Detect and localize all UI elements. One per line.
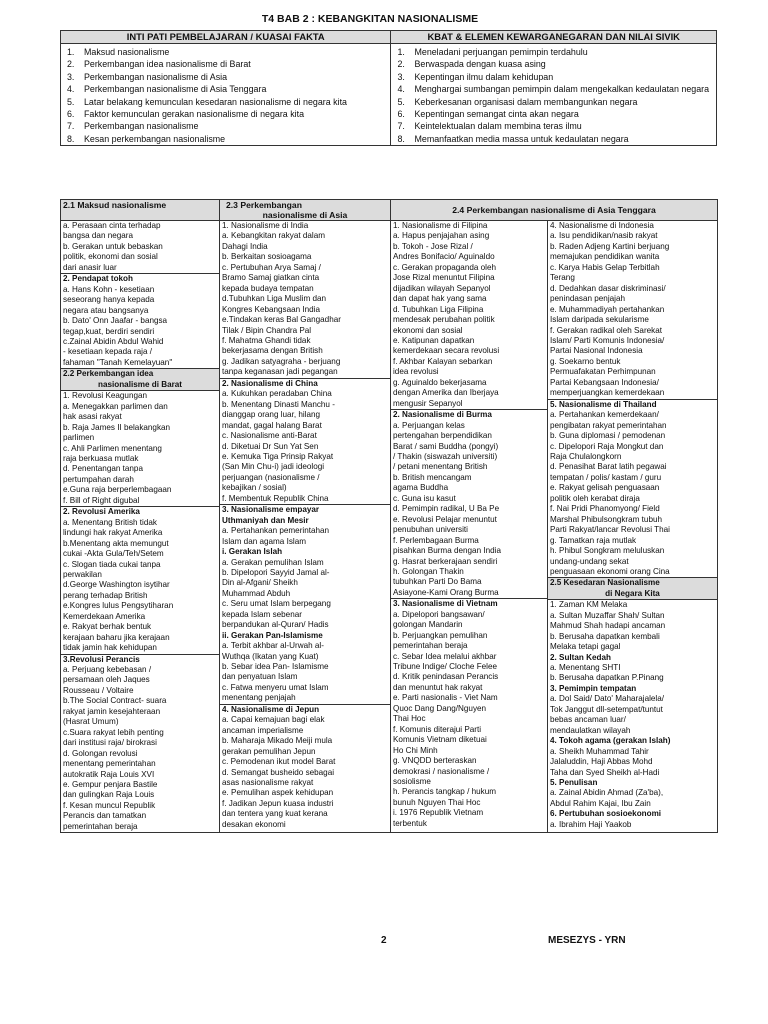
- note-line: memperjuangkan kemerdekaan: [550, 388, 665, 398]
- list-item: [397, 58, 712, 70]
- note-line: menentang pemerintahan: [63, 759, 156, 769]
- note-line: - kesetiaan kepada raja /: [63, 347, 152, 357]
- note-line: demokrasi / nasionalisme /: [393, 766, 490, 776]
- note-line: Wuthqa (Ikatan yang Kuat): [222, 651, 319, 661]
- note-line: Quoc Dang Dang/Nguyen: [393, 703, 487, 713]
- note-line: d. Tubuhkan Liga Filipina: [393, 304, 484, 314]
- note-line: e.Tindakan keras Bal Gangadhar: [222, 315, 341, 325]
- item-number: 6.: [67, 109, 75, 120]
- note-line: (San Min Chu-i) jadi ideologi: [222, 462, 325, 472]
- note-line: Abdul Rahim Kajai, Ibu Zain: [550, 798, 651, 808]
- item-text: Perkembangan idea nasionalisme di Barat: [84, 59, 251, 70]
- note-line: Barat / sami Buddha (pongyi): [393, 441, 499, 451]
- section-heading: 5. Nasionalisme di Thailand: [548, 399, 717, 410]
- note-line: a. Dol Said/ Dato' Maharajalela/: [550, 694, 665, 704]
- note-line: parlimen: [63, 433, 95, 443]
- note-line: f. Membentuk Republik China: [222, 493, 329, 503]
- note-line: dari anasir luar: [63, 262, 117, 272]
- sub-heading: Uthmaniyah dan Mesir: [222, 515, 309, 525]
- note-line: a. Hans Kohn - kesetiaan: [63, 284, 155, 294]
- page-number: 2: [381, 935, 387, 946]
- note-line: Partai Kebangsaan Indonesia/: [550, 377, 659, 387]
- list-item: [67, 133, 386, 145]
- note-line: terbentuk: [393, 818, 427, 828]
- note-line: autokratik Raja Louis XVI: [63, 769, 155, 779]
- note-line: politik, ekonomi dan sosial: [63, 252, 158, 262]
- section-heading: 2. Revolusi Amerika: [61, 506, 219, 517]
- item-number: 2.: [67, 59, 75, 70]
- note-line: h. Phibul Songkram meluluskan: [550, 546, 665, 556]
- note-line: tidak jamin hak kehidupan: [63, 643, 157, 653]
- item-number: 8.: [397, 133, 405, 144]
- note-line: g. Tamatkan raja mutlak: [550, 535, 637, 545]
- note-line: asas nasionalisme rakyat: [222, 778, 314, 788]
- note-line: seseorang hanya kepada: [63, 295, 155, 305]
- note-line: bunuh Nguyen Thai Hoc: [393, 797, 481, 807]
- note-line: b. Tokoh - Jose Rizal /: [393, 241, 473, 251]
- note-line: kepada Islam sebenar: [222, 609, 302, 619]
- note-line: a. Kebangkitan rakyat dalam: [222, 231, 325, 241]
- note-line: agama Buddha: [393, 483, 449, 493]
- note-line: dianggap orang luar, hilang: [222, 410, 321, 420]
- note-line: b. Guna diplomasi / pemodenan: [550, 431, 666, 441]
- note-line: e.Guna raja berperlembagaan: [63, 485, 172, 495]
- note-line: b.Menentang akta memungut: [63, 538, 169, 548]
- note-line: a. Perjuang kebebasan /: [63, 665, 152, 675]
- note-line: dan tentera yang kuat kerana: [222, 809, 328, 819]
- note-line: pemerintahan beraja: [393, 641, 468, 651]
- note-line: a. Menentang SHTI: [550, 663, 621, 673]
- list-item: [67, 46, 386, 58]
- sub-heading: ii. Gerakan Pan-Islamisme: [222, 630, 323, 640]
- note-line: penindasan penjajah: [550, 294, 625, 304]
- section-heading: 3. Nasionalisme empayar: [220, 504, 390, 515]
- note-line: kemerdekaan secara revolusi: [393, 346, 500, 356]
- item-text: Kepentingan semangat cinta akan negara: [414, 109, 579, 120]
- note-line: Tribune Indige/ Cloche Felee: [393, 662, 498, 672]
- note-line: g. Soekarno bentuk: [550, 356, 621, 366]
- list-item: [67, 108, 386, 120]
- note-line: a. Pertahankan pemerintahan: [222, 526, 330, 536]
- item-text: Kepentingan ilmu dalam kehidupan: [414, 71, 554, 82]
- author-footer: MESEZYS - YRN: [548, 935, 626, 946]
- note-line: a. Menentang British tidak: [63, 517, 157, 527]
- note-line: tubuhkan Parti Do Bama: [393, 577, 482, 587]
- note-line: Bramo Samaj giatkan cinta: [222, 273, 320, 283]
- note-line: e. Gempur penjara Bastile: [63, 780, 158, 790]
- note-line: (Hasrat Umum): [63, 717, 119, 727]
- section-2-1-header: 2.1 Maksud nasionalisme: [61, 200, 220, 221]
- note-line: c.Zainal Abidin Abdul Wahid: [63, 336, 164, 346]
- note-line: b. Berkaitan sosioagama: [222, 252, 312, 262]
- note-line: mandat, gagal halang Barat: [222, 420, 322, 430]
- note-line: b. Dipelopori Sayyid Jamal al-: [222, 567, 330, 577]
- section-heading: 2. Nasionalisme di China: [220, 378, 390, 389]
- note-line: f. Gerakan radikal oleh Sarekat: [550, 325, 663, 335]
- item-number: 5.: [397, 96, 405, 107]
- item-number: 3.: [397, 71, 405, 82]
- note-line: a. Perasaan cinta terhadap: [63, 221, 161, 230]
- subtopic-header: 2.5 Kesedaran Nasionalisme: [548, 577, 717, 588]
- note-line: ancaman imperialisme: [222, 725, 304, 735]
- note-line: a. Isu pendidikan/nasib rakyat: [550, 231, 658, 241]
- note-line: Ho Chi Minh: [393, 745, 438, 755]
- note-line: raja berkuasa mutlak: [63, 453, 139, 463]
- list-item: [67, 120, 386, 132]
- note-line: d.George Washington isytihar: [63, 580, 170, 590]
- item-text: Kesan perkembangan nasionalisme: [84, 133, 226, 144]
- section-2-3-header: [220, 200, 391, 221]
- note-line: d. Golongan revolusi: [63, 748, 138, 758]
- note-line: b. Berusaha dapatkan P.Pinang: [550, 673, 664, 683]
- note-line: dan gulingkan Raja Louis: [63, 790, 155, 800]
- note-line: b.The Social Contract- suara: [63, 696, 167, 706]
- note-line: f. Bill of Right digubal: [63, 495, 140, 505]
- note-line: pisahkan Burma dengan India: [393, 546, 501, 556]
- note-line: c. Sebar Idea melalui akhbar: [393, 651, 497, 661]
- note-line: c. Nasionalisme anti-Barat: [222, 431, 317, 441]
- note-line: f. Nai Pridi Phanomyong/ Field: [550, 504, 660, 514]
- note-line: 1. Zaman KM Melaka: [550, 600, 628, 610]
- section-2-3-header-line1: 2.3 Perkembangan: [226, 200, 302, 210]
- item-text: Latar belakang kemunculan kesedaran nasionalisme di negara kita: [84, 96, 347, 107]
- note-line: cukai -Akta Gula/Teh/Setem: [63, 549, 164, 559]
- section-heading: 2. Pendapat tokoh: [61, 273, 219, 284]
- note-line: Marshal Phibulsongkram tubuh: [550, 514, 663, 524]
- column-4: [548, 221, 718, 833]
- learning-essence-header: INTI PATI PEMBELAJARAN / KUASAI FAKTA: [61, 31, 391, 44]
- civic-values-header: KBAT & ELEMEN KEWARGANEGARAN DAN NILAI SIVIK: [391, 31, 717, 44]
- note-line: Raja Chulalongkorn: [550, 451, 622, 461]
- note-line: tanpa keganasan jadi pegangan: [222, 367, 338, 377]
- section-2-4-header: 2.4 Perkembangan nasionalisme di Asia Tenggara: [391, 200, 718, 221]
- note-line: c. Karya Habis Gelap Terbitlah: [550, 262, 660, 272]
- note-line: c. Fatwa menyeru umat Islam: [222, 682, 329, 692]
- note-line: perwakilan: [63, 569, 102, 579]
- note-line: mendesak perubahan politik: [393, 315, 495, 325]
- note-line: berpandukan al-Quran/ Hadis: [222, 620, 329, 630]
- note-line: e. Pemulihan aspek kehidupan: [222, 788, 334, 798]
- item-text: Perkembangan nasionalisme di Asia Tenggara: [84, 84, 267, 95]
- note-line: Thai Hoc: [393, 714, 426, 724]
- list-item: [397, 71, 712, 83]
- note-line: h. Perancis tangkap / hukum: [393, 787, 496, 797]
- note-line: kepada budaya tempatan: [222, 283, 314, 293]
- item-number: 7.: [67, 121, 75, 132]
- note-line: i. 1976 Republik Vietnam: [393, 808, 484, 818]
- note-line: 1. Revolusi Keagungan: [63, 391, 148, 401]
- note-line: d. Diketuai Dr Sun Yat Sen: [222, 441, 319, 451]
- note-line: bekerjasama dengan British: [222, 346, 323, 356]
- note-line: e.Kongres lulus Pengsytiharan: [63, 601, 174, 611]
- note-line: e. Rakyat gelisah penguasaan: [550, 483, 660, 493]
- note-line: Parti Rakyat/lancar Revolusi Thai: [550, 525, 670, 535]
- note-line: b. Perjuangkan pemulihan: [393, 630, 488, 640]
- item-text: Maksud nasionalisme: [84, 47, 170, 57]
- note-line: Partai Nasional Indonesia: [550, 346, 643, 356]
- note-line: Komunis Vietnam diketuai: [393, 735, 487, 745]
- sub-heading: i. Gerakan Islah: [222, 547, 283, 557]
- note-line: Asiayone-Kami Orang Burma: [393, 587, 499, 597]
- note-line: Kemerdekaan Amerika: [63, 611, 146, 621]
- note-line: b. Sebar idea Pan- Islamisme: [222, 662, 329, 672]
- list-item: [397, 83, 712, 95]
- note-line: penubuhan universiti: [393, 525, 468, 535]
- note-line: d. Penasihat Barat latih pegawai: [550, 462, 667, 472]
- note-line: rakyat jamin kesejahteraan: [63, 706, 161, 716]
- item-number: 4.: [397, 84, 405, 95]
- note-line: bebas ancaman luar/: [550, 715, 626, 725]
- note-line: Rousseau / Voltaire: [63, 685, 134, 695]
- page-title: T4 BAB 2 : KEBANGKITAN NASIONALISME: [261, 13, 479, 25]
- note-line: negara atau bangsanya: [63, 305, 149, 315]
- item-number: 7.: [397, 121, 405, 132]
- note-line: Taha dan Syed Sheikh al-Hadi: [550, 767, 660, 777]
- note-line: kebajikan / sosial): [222, 483, 287, 493]
- note-line: f. Kesan muncul Republik: [63, 800, 156, 810]
- note-line: b. Menentang Dinasti Manchu -: [222, 399, 335, 409]
- note-line: a. Sheikh Muhammad Tahir: [550, 746, 649, 756]
- note-line: dan penyatuan Islam: [222, 672, 298, 682]
- learning-essence-list: [61, 44, 391, 146]
- note-line: politik oleh kerabat diraja: [550, 493, 640, 503]
- note-line: sosiolisme: [393, 777, 431, 787]
- note-line: Muhammad Abduh: [222, 588, 291, 598]
- note-line: persamaan oleh Jaques: [63, 675, 150, 685]
- note-line: Permuafakatan Perhimpunan: [550, 367, 656, 377]
- note-line: c. Pemodenan ikut model Barat: [222, 757, 336, 767]
- note-line: Kongres Kebangsaan India: [222, 304, 321, 314]
- note-line: c.Suara rakyat lebih penting: [63, 727, 164, 737]
- list-item: [397, 96, 712, 108]
- note-line: dari institusi raja/ birokrasi: [63, 738, 157, 748]
- note-line: a. Gerakan pemulihan Islam: [222, 557, 324, 567]
- note-line: b. Gerakan untuk bebaskan: [63, 241, 163, 251]
- note-line: a. Menegakkan parlimen dan: [63, 401, 168, 411]
- item-number: 3.: [67, 71, 75, 82]
- note-line: mendaulatkan wilayah: [550, 725, 631, 735]
- item-number: 1.: [397, 47, 405, 57]
- subtopic-header: di Negara Kita: [548, 589, 717, 600]
- note-line: c. Pertubuhan Arya Samaj /: [222, 262, 321, 272]
- item-text: Menghargai sumbangan pemimpin dalam mengekalkan kedaulatan negara: [414, 84, 710, 95]
- item-text: Faktor kemunculan gerakan nasionalisme di negara kita: [84, 109, 305, 120]
- note-line: 4. Nasionalisme di Indonesia: [550, 221, 654, 230]
- item-number: 5.: [67, 96, 75, 107]
- note-line: e. Muhammadiyah pertahankan: [550, 304, 665, 314]
- note-line: bangsa dan negara: [63, 231, 134, 241]
- note-line: hak asasi rakyat: [63, 412, 122, 422]
- note-line: Terang: [550, 273, 575, 283]
- section-heading: 4. Nasionalisme di Jepun: [220, 704, 390, 715]
- note-line: b. Maharaja Mikado Meiji mula: [222, 736, 333, 746]
- list-item: [397, 133, 712, 145]
- item-text: Perkembangan nasionalisme di Asia: [84, 71, 228, 82]
- note-line: e. Parti nasionalis - Viet Nam: [393, 693, 498, 703]
- list-item: [397, 120, 712, 132]
- note-line: c. Gerakan propaganda oleh: [393, 262, 496, 272]
- note-line: f. Akhbar Kalayan sebarkan: [393, 356, 493, 366]
- subtopic-header: 2.2 Perkembangan idea: [61, 368, 219, 379]
- item-number: 4.: [67, 84, 75, 95]
- sub-heading: 2. Sultan Kedah: [550, 652, 611, 662]
- note-line: kerajaan baharu jika kerajaan: [63, 632, 170, 642]
- section-2-3-header-line2: nasionalisme di Asia: [262, 210, 348, 220]
- item-text: Memanfaatkan media massa untuk kedaulatan negara: [414, 133, 629, 144]
- civic-values-list: [391, 44, 717, 146]
- note-line: f. Jadikan Jepun kuasa industri: [222, 798, 334, 808]
- note-line: mengusir Sepanyol: [393, 398, 463, 408]
- note-line: Jose Rizal menuntut Filipina: [393, 273, 495, 283]
- note-line: c. Ahli Parlimen menentang: [63, 443, 162, 453]
- sub-heading: 3. Pemimpin tempatan: [550, 683, 637, 693]
- note-line: dan dapat hak yang sama: [393, 294, 487, 304]
- list-item: [67, 71, 386, 83]
- note-line: dengan Amerika dan Iberjaya: [393, 388, 499, 398]
- note-line: Jalaluddin, Haji Abbas Mohd: [550, 757, 653, 767]
- notes-table: [60, 199, 718, 833]
- note-line: Tok Janggut dll-setempat/tuntut: [550, 704, 663, 714]
- list-item: [397, 108, 712, 120]
- note-line: b. Berusaha dapatkan kembali: [550, 631, 660, 641]
- note-line: d. Semangat busheido sebagai: [222, 767, 335, 777]
- note-line: Islam daripada sekularisme: [550, 315, 649, 325]
- list-item: [67, 58, 386, 70]
- note-line: fahaman "Tanah Kemelayuan": [63, 357, 173, 367]
- note-line: pertumpahan darah: [63, 474, 134, 484]
- note-line: d.Tubuhkan Liga Muslim dan: [222, 294, 327, 304]
- note-line: a. Pertahankan kemerdekaan/: [550, 410, 659, 420]
- note-line: Andres Bonifacio/ Aguinaldo: [393, 252, 495, 262]
- note-line: e. Katipunan dapatkan: [393, 335, 475, 345]
- note-line: f. Mahatma Ghandi tidak: [222, 335, 311, 345]
- note-line: g. Jadikan satyagraha - berjuang: [222, 356, 341, 366]
- section-heading: 3. Nasionalisme di Vietnam: [391, 598, 547, 609]
- section-heading: 3.Revolusi Perancis: [61, 654, 219, 665]
- note-line: 1. Nasionalisme di Filipina: [393, 221, 488, 230]
- list-item: [397, 46, 712, 58]
- note-line: d. Kritik penindasan Perancis: [393, 672, 499, 682]
- item-text: Berwaspada dengan kuasa asing: [414, 59, 546, 70]
- note-line: g. Aguinaldo bekerjasama: [393, 377, 487, 387]
- note-line: Perancis dan tamatkan: [63, 811, 147, 821]
- note-line: f. Komunis diterajui Parti: [393, 724, 482, 734]
- note-line: Mahmud Shah hadapi ancaman: [550, 621, 666, 631]
- note-line: pengibatan rakyat pemerintahan: [550, 420, 667, 430]
- note-line: c. Seru umat Islam berpegang: [222, 599, 331, 609]
- note-line: g. VNQDD berteraskan: [393, 756, 477, 766]
- note-line: e. Kemuka Tiga Prinsip Rakyat: [222, 451, 334, 461]
- note-line: a. Zainal Abidin Ahmad (Za'ba),: [550, 788, 664, 798]
- sub-heading: 5. Penulisan: [550, 778, 598, 788]
- note-line: a. Perjuangan kelas: [393, 420, 465, 430]
- sub-heading: 4. Tokoh agama (gerakan Islah): [550, 736, 671, 746]
- note-line: b. Raja James II belakangkan: [63, 422, 171, 432]
- note-line: Din al-Afgani/ Sheikh: [222, 578, 298, 588]
- note-line: penguasaan ekonomi orang Cina: [550, 566, 670, 576]
- item-number: 2.: [397, 59, 405, 70]
- note-line: golongan Mandarin: [393, 620, 463, 630]
- note-line: lindungi hak rakyat Amerika: [63, 528, 163, 538]
- note-line: d. Dedahkan dasar diskriminasi/: [550, 283, 666, 293]
- note-line: dijadikan wilayah Sepanyol: [393, 283, 491, 293]
- item-text: Meneladani perjuangan pemimpin terdahulu: [414, 47, 588, 57]
- note-line: 1. Nasionalisme di India: [222, 221, 309, 230]
- note-line: e. Rakyat berhak bentuk: [63, 622, 152, 632]
- note-line: undang-undang sekat: [550, 556, 629, 566]
- item-number: 1.: [67, 47, 75, 57]
- note-line: d. Penentangan tanpa: [63, 464, 143, 474]
- column-1: [61, 221, 220, 833]
- note-line: pemerintahan beraja: [63, 821, 138, 831]
- note-line: g. Hasrat berkerajaan sendiri: [393, 556, 498, 566]
- note-line: a. Ibrahim Haji Yaakob: [550, 819, 632, 829]
- objectives-table: [60, 30, 717, 146]
- note-line: a. Terbit akhbar al-Urwah al-: [222, 641, 324, 651]
- note-line: memajukan pendidikan wanita: [550, 252, 660, 262]
- note-line: pertengahan berpendidikan: [393, 431, 492, 441]
- sub-heading: 6. Pertubuhan sosioekonomi: [550, 809, 662, 819]
- note-line: gerakan pemulihan Jepun: [222, 746, 316, 756]
- note-line: h. Golongan Thakin: [393, 566, 464, 576]
- note-line: c. Dipelopori Raja Mongkut dan: [550, 441, 664, 451]
- item-text: Perkembangan nasionalisme: [84, 121, 199, 132]
- note-line: c. Slogan tiada cukai tanpa: [63, 559, 161, 569]
- note-line: a. Capai kemajuan bagi elak: [222, 715, 325, 725]
- subtopic-header: nasionalisme di Barat: [61, 380, 219, 391]
- section-heading: 2. Nasionalisme di Burma: [391, 409, 547, 420]
- note-line: perjuangan (nasionalisme /: [222, 472, 320, 482]
- item-number: 6.: [397, 109, 405, 120]
- note-line: b. Raden Adjeng Kartini berjuang: [550, 241, 670, 251]
- note-line: / petani menentang British: [393, 462, 488, 472]
- note-line: tempatan / polis/ kastam / guru: [550, 472, 662, 482]
- note-line: Islam dan agama Islam: [222, 536, 306, 546]
- note-line: Tilak / Bipin Chandra Pal: [222, 325, 312, 335]
- note-line: e. Revolusi Pelajar menuntut: [393, 514, 497, 524]
- note-line: desakan ekonomi: [222, 819, 286, 829]
- note-line: a. Dipelopori bangsawan/: [393, 609, 485, 619]
- item-number: 8.: [67, 133, 75, 144]
- note-line: Dahagi India: [222, 241, 268, 251]
- note-line: a. Hapus penjajahan asing: [393, 231, 490, 241]
- note-line: d. Pemimpin radikal, U Ba Pe: [393, 504, 500, 514]
- note-line: b. Dato' Onn Jaafar - bangsa: [63, 316, 168, 326]
- note-line: perang terhadap British: [63, 590, 148, 600]
- note-line: ekonomi dan sosial: [393, 325, 463, 335]
- note-line: menentang penjajah: [222, 693, 296, 703]
- note-line: dan menuntut hak rakyat: [393, 682, 483, 692]
- column-2: [220, 221, 391, 833]
- note-line: c. Guna isu kasut: [393, 493, 456, 503]
- column-3: [391, 221, 548, 833]
- list-item: [67, 96, 386, 108]
- note-line: b. British mencangam: [393, 472, 472, 482]
- list-item: [67, 83, 386, 95]
- note-line: Melaka tetapi gagal: [550, 642, 621, 652]
- item-text: Keintelektualan dalam membina teras ilmu: [414, 121, 582, 132]
- note-line: a. Sultan Muzaffar Shah/ Sultan: [550, 610, 665, 620]
- note-line: Islam/ Parti Komunis Indonesia/: [550, 335, 665, 345]
- note-line: tegap,kuat, berdiri sendiri: [63, 326, 155, 336]
- note-line: / Thakin (siswazah universiti): [393, 451, 498, 461]
- item-text: Keberkesanan organisasi dalam membangunkan negara: [414, 96, 638, 107]
- note-line: f. Perlembagaan Burma: [393, 535, 479, 545]
- note-line: a. Kukuhkan peradaban China: [222, 389, 332, 399]
- note-line: idea revolusi: [393, 367, 439, 377]
